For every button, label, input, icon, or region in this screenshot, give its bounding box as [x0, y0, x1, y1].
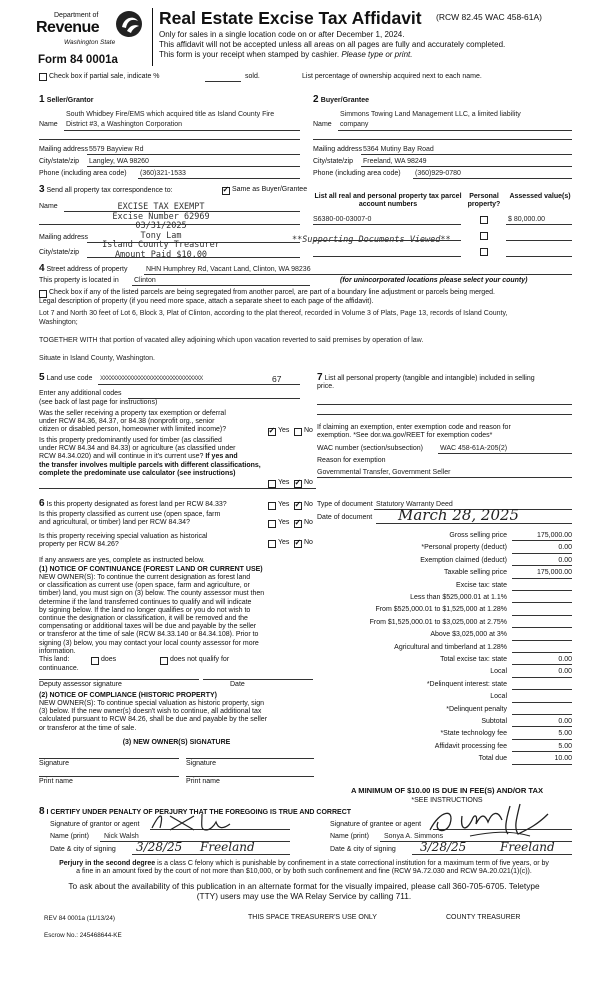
continuance-line: continue the designation or classification, it will be removed and the — [39, 615, 248, 623]
grantor-name-label: Name (print) — [50, 833, 89, 840]
sale-row-label: Total due — [478, 755, 507, 763]
sale-row-label: Gross selling price — [449, 532, 507, 539]
corr-mailing-label: Mailing address — [39, 234, 89, 241]
seller-name-label: Name — [39, 121, 58, 128]
sale-row-value[interactable]: 10.00 — [554, 755, 572, 763]
sale-row-label: From $1,525,000.01 to $3,025,000 at 2.75% — [369, 618, 507, 626]
stamp-line-1: EXCISE TAX EXEMPT — [117, 202, 205, 212]
continuance-line: or transferor at the time of sale (RCW 84.33.140 or 84.34.108). Prior to — [39, 631, 259, 639]
continuance-line: signing (3) below, you may contact your local county assessor for more — [39, 639, 259, 647]
buyer-city-value[interactable]: Freeland, WA 98249 — [363, 158, 427, 165]
seller-phone-label: Phone (including area code) — [39, 170, 127, 177]
sale-row-label: Affidavit processing fee — [434, 742, 507, 750]
grantee-date-value[interactable]: 3/28/25 — [420, 840, 467, 854]
grantor-date-label: Date & city of signing — [50, 846, 116, 853]
legal-desc-3: TOGETHER WITH that portion of vacated alley adjoining which upon vacation reverted to said premises by operation of law. — [39, 337, 424, 344]
seller-heading: 1 Seller/Grantor — [39, 94, 94, 105]
form-title: Real Estate Excise Tax Affidavit — [159, 8, 422, 28]
revenue-wordmark: Revenue — [36, 19, 100, 36]
continuance-text — [39, 574, 314, 656]
current-use-no-checkbox[interactable] — [294, 520, 302, 528]
assessed-value-1[interactable]: $ 80,000.00 — [508, 216, 545, 223]
additional-codes-label: Enter any additional codes — [39, 390, 122, 397]
see-instructions: *SEE INSTRUCTIONS — [411, 797, 483, 804]
personal-property-checkbox-2[interactable] — [480, 232, 488, 240]
segregated-label: Check box if any of the listed parcels are being segregated from another parcel, are part of a boundary line adjustment or parcels being merged. — [49, 289, 495, 296]
sale-row-label: Subtotal — [481, 718, 507, 725]
continuance-heading: (1) NOTICE OF CONTINUANCE (FOREST LAND OR CURRENT USE) — [39, 566, 263, 573]
continuance-line: by signing below. If the land no longer qualifies or you do not wish to — [39, 606, 251, 614]
reason-label: Reason for exemption — [317, 457, 386, 464]
street-address-value[interactable]: NHN Humphrey Rd, Vacant Land, Clinton, WA 98236 — [146, 266, 311, 273]
continuance-line: information. — [39, 647, 76, 655]
certify-heading: 8 I CERTIFY UNDER PENALTY OF PERJURY THAT THE FOREGOING IS TRUE AND CORRECT — [39, 806, 352, 817]
segregated-checkbox[interactable] — [39, 290, 47, 298]
forest-no-checkbox[interactable] — [294, 502, 302, 510]
stamp-line-4: Tony Lam — [140, 230, 182, 241]
seller-mailing-value[interactable]: 5579 Bayview Rd — [89, 146, 144, 153]
compliance-line: (3) below. If the new owner(s) doesn't wish to continue, all additional tax — [39, 708, 262, 716]
buyer-heading: 2 Buyer/Grantee — [313, 94, 370, 105]
wac-label: WAC number (section/subsection) — [317, 445, 423, 452]
deputy-date-label: Date — [230, 681, 245, 688]
seller-city-value[interactable]: Langley, WA 98260 — [89, 158, 149, 165]
reason-value[interactable]: Governmental Transfer, Government Seller — [317, 469, 451, 476]
partial-sale-checkbox[interactable] — [39, 73, 47, 81]
parcel-number-1[interactable]: S6380-00-03007-0 — [313, 216, 372, 223]
corr-name-label: Name — [39, 203, 58, 210]
ownership-note: List percentage of ownership acquired next to each name. — [302, 73, 482, 80]
located-note: (for unincorporated locations please select your county) — [340, 277, 528, 284]
legal-desc-label: Legal description of property (if you need more space, attach a separate sheet to each page of the affidavit). — [39, 298, 374, 305]
seller-city-label: City/state/zip — [39, 158, 80, 165]
forest-yes-checkbox[interactable] — [268, 502, 276, 510]
partial-sale-label: Check box if partial sale, indicate % — [49, 73, 160, 80]
continuance-line: or classification as current use (open space, farm and agriculture, or — [39, 582, 250, 590]
continuance-line: NEW OWNER(S): To continue the current designation as forest land — [39, 574, 251, 581]
excise-exempt-stamp — [86, 203, 236, 261]
forest-question: 6 Is this property designated as forest land per RCW 84.33? — [39, 498, 227, 509]
grantee-date-label: Date & city of signing — [330, 846, 396, 853]
sale-row-value[interactable]: 175,000.00 — [536, 532, 572, 539]
q2-no-checkbox[interactable] — [294, 480, 302, 488]
current-use-question: Is this property classified as current use (open space, farm and agricultural, or timber) land per RCW 84.34? — [39, 511, 221, 527]
sale-row-label: *Delinquent interest: state — [426, 680, 507, 688]
assessed-col-header: Assessed value(s) — [509, 193, 571, 200]
personal-property-checkbox-1[interactable] — [480, 216, 488, 224]
buyer-name-line2: company — [340, 121, 369, 128]
stamp-line-5: Island County Treasurer — [102, 240, 220, 251]
sale-row-value[interactable]: 0.00 — [558, 656, 572, 663]
wac-value[interactable]: WAC 458-61A-205(2) — [440, 445, 508, 452]
historic-no-checkbox[interactable] — [294, 540, 302, 548]
buyer-mailing-label: Mailing address — [313, 146, 363, 153]
sale-row-label: *Personal property (deduct) — [421, 544, 507, 552]
form-subtitle-1: Only for sales in a single location code on or after December 1, 2024. — [159, 30, 405, 39]
dor-swirl-icon — [114, 9, 144, 39]
timber-question: Is this property predominantly used for timber (as classified under RCW 84.34 and 84.33) or agriculture (as classified under RCW 84.34.020) and will continue in it's current use? If yes and the transfer involves multiple parcels with different classifications, complete the predominate use calculator (see instructions) — [39, 437, 261, 477]
legal-desc-1: Lot 7 and North 30 feet of Lot 6, Block 3, Plat of Clinton, according to the plat thereof, recorded in Volume 3 of Plats, Page 13, records of Island County, — [39, 310, 508, 317]
sale-row-label: *State technology fee — [440, 730, 507, 738]
seller-mailing-label: Mailing address — [39, 146, 89, 153]
sale-row-value[interactable]: 5.00 — [558, 742, 572, 750]
parcel-col-header: List all real and personal property tax parcel account numbers — [314, 193, 462, 209]
located-in-label: This property is located in — [39, 277, 119, 284]
sale-row-label: From $525,000.01 to $1,525,000 at 1.28% — [375, 606, 507, 614]
deputy-signature-label: Deputy assessor signature — [39, 681, 122, 688]
buyer-name-label: Name — [313, 121, 332, 128]
supporting-docs-stamp: **Supporting Documents Viewed** — [292, 235, 451, 245]
additional-codes-note: (see back of last page for instructions) — [39, 399, 158, 406]
accessibility-notice: To ask about the availability of this publication in an alternate format for the visually impaired, please call 360-705-6705. Teletype (TTY) users may use the WA Relay Service by calling 711. — [68, 881, 540, 901]
street-address-label: 4 Street address of property — [39, 263, 128, 274]
seller-name-line1: South Whidbey Fire/EMS which acquired title as Island County Fire — [66, 111, 275, 118]
doc-type-value[interactable]: Statutory Warranty Deed — [376, 501, 453, 508]
sale-row-label: Local — [490, 693, 507, 701]
q1-no-checkbox[interactable] — [294, 428, 302, 436]
same-as-buyer-label: Same as Buyer/Grantee — [232, 186, 308, 193]
grantor-signature[interactable] — [150, 808, 240, 834]
historic-question: Is this property receiving special valuation as historical property per RCW 84.26? — [39, 533, 208, 549]
buyer-name-line1: Simmons Towing Land Management LLC, a limited liability — [340, 111, 521, 118]
sale-row-label: Taxable selling price — [443, 569, 507, 577]
partial-percent-line[interactable] — [205, 81, 241, 82]
same-as-buyer-checkbox[interactable] — [222, 187, 230, 195]
compliance-text — [39, 700, 314, 733]
buyer-phone-value[interactable]: (360)929-0780 — [415, 170, 461, 177]
state-line: Washington State — [64, 39, 116, 46]
sale-row-label: Above $3,025,000 at 3% — [430, 631, 507, 639]
header-divider — [152, 8, 153, 66]
q1-yes-checkbox[interactable] — [268, 428, 276, 436]
personal-property-checkbox-3[interactable] — [480, 248, 488, 256]
doc-date-label: Date of document — [317, 514, 373, 521]
compliance-line: calculated pursuant to RCW 84.26, shall be due and payable by the seller — [39, 716, 268, 724]
grantee-signature-label: Signature of grantee or agent — [330, 821, 422, 828]
treasurer-use-only: THIS SPACE TREASURER'S USE ONLY — [248, 914, 377, 921]
does-not-checkbox[interactable] — [160, 657, 168, 665]
grantor-name-value[interactable]: Nick Walsh — [104, 833, 139, 840]
does-checkbox[interactable] — [91, 657, 99, 665]
legal-desc-4: Situate in Island County, Washington. — [39, 355, 155, 362]
revision-number: REV 84 0001a (11/13/24) — [44, 915, 115, 922]
sale-row-value[interactable]: 0.00 — [558, 668, 572, 676]
form-rcw: (RCW 82.45 WAC 458-61A) — [436, 12, 542, 22]
historic-yes-checkbox[interactable] — [268, 540, 276, 548]
answers-instruction: If any answers are yes, complete as instructed below. — [39, 557, 205, 564]
personal-property-col-header: Personal property? — [467, 193, 501, 209]
sale-row-label: Excise tax: state — [456, 581, 507, 589]
buyer-mailing-value[interactable]: 5364 Mutiny Bay Road — [363, 146, 434, 153]
county-treasurer: COUNTY TREASURER — [446, 914, 521, 921]
seller-phone-value[interactable]: (360)321-1533 — [140, 170, 186, 177]
corr-city-label: City/state/zip — [39, 249, 80, 256]
grantor-signature-label: Signature of grantor or agent — [50, 821, 140, 828]
partial-sold-label: sold. — [245, 73, 260, 80]
form-subtitle-2: This affidavit will not be accepted unless all areas on all pages are fully and accurately completed. — [159, 40, 506, 49]
form-number: Form 84 0001a — [38, 54, 118, 66]
continuance-line: determine if the land transferred continues to qualify and will indicate — [39, 598, 252, 606]
sale-row-label: Less than $525,000.01 at 1.1% — [410, 594, 507, 601]
form-subtitle-3: This form is your receipt when stamped by cashier. Please type or print. — [159, 50, 413, 59]
compliance-line: or transferor at the time of sale. — [39, 724, 137, 732]
grantor-date-value[interactable]: 3/28/25 — [136, 840, 183, 854]
sale-row-label: Total excise tax: state — [440, 656, 507, 663]
grantee-name-value[interactable]: Sonya A. Simmons — [384, 833, 444, 840]
grantor-city-value[interactable]: Freeland — [200, 840, 255, 854]
compliance-heading: (2) NOTICE OF COMPLIANCE (HISTORIC PROPERTY) — [39, 692, 217, 699]
q2-yes-checkbox[interactable] — [268, 480, 276, 488]
sale-row-label: Agricultural and timberland at 1.28% — [394, 643, 507, 651]
dor-logo — [34, 9, 154, 53]
exemption-question: Was the seller receiving a property tax exemption or deferral under RCW 84.36, 84.37, or 84.38 (nonprofit org., senior citizen or disabled person, homeowner with limited income)? — [39, 410, 227, 434]
buyer-phone-label: Phone (including area code) — [313, 170, 401, 177]
stamp-line-3: 03/31/2025 — [135, 221, 187, 232]
located-in-value[interactable]: Clinton — [134, 277, 156, 284]
exemption-claim-label: If claiming an exemption, enter exemption code and reason for exemption. *See dor.wa.gov/REET for exemption codes* — [317, 424, 511, 440]
doc-type-label: Type of document — [317, 501, 373, 508]
new-owner-signature-heading: (3) NEW OWNER(S) SIGNATURE — [122, 739, 231, 746]
sale-row-value[interactable]: 0.00 — [558, 718, 572, 725]
legal-desc-2: Washington; — [39, 319, 78, 326]
doc-date-handwritten[interactable]: March 28, 2025 — [398, 506, 520, 524]
dept-line: Department of — [54, 12, 99, 19]
land-use-label: 5 Land use code — [39, 372, 93, 383]
personal-property-list-label: 7 List all personal property (tangible and intangible) included in selling price. — [317, 372, 535, 391]
continuance-line: timber) land, you must sign on (3) below. The county assessor must then — [39, 590, 265, 598]
sale-row-label: *Delinquent penalty — [446, 705, 507, 713]
seller-name-line — [64, 130, 300, 131]
sale-row-value[interactable]: 5.00 — [558, 730, 572, 738]
land-use-code-strike: XXXXXXXXXXXXXXXXXXXXXXXXXXXXXXXX — [100, 376, 203, 382]
seller-name-line2: District #3, a Washington Corporation — [66, 121, 183, 128]
continuance-line: compensating or additional taxes will be due and payable by the seller — [39, 623, 257, 631]
sale-row-label: Exemption claimed (deduct) — [420, 556, 507, 564]
sale-row-value[interactable]: 175,000.00 — [536, 569, 572, 577]
this-land-label: This land: — [39, 656, 70, 663]
current-use-yes-checkbox[interactable] — [268, 520, 276, 528]
stamp-line-6: Amount Paid $10.00 — [114, 249, 208, 260]
sale-row-value[interactable]: 0.00 — [558, 544, 572, 552]
grantee-city-value[interactable]: Freeland — [500, 840, 555, 854]
minimum-due-note: A MINIMUM OF $10.00 IS DUE IN FEE(S) AND/OR TAX — [350, 786, 544, 795]
grantee-name-label: Name (print) — [330, 833, 369, 840]
compliance-line: NEW OWNER(S): To continue special valuation as historic property, sign — [39, 700, 264, 707]
tax-correspondence-label: 3 Send all property tax correspondence to: — [39, 184, 173, 195]
buyer-city-label: City/state/zip — [313, 158, 354, 165]
sale-row-value[interactable]: 0.00 — [558, 556, 572, 564]
perjury-notice: Perjury in the second degree is a class C felony which is punishable by confinement in a state correctional institution for a maximum term of five years, or by a fine in an amount fixed by the court of not more than $10,000, or by both such confinement and fine (RCW 9A.72.030 and RCW 9A.20.021(1)(c)). — [59, 860, 549, 876]
sale-row-label: Local — [490, 668, 507, 676]
land-use-code[interactable]: 67 — [272, 374, 282, 384]
stamp-line-2: Excise Number 62969 — [112, 211, 210, 222]
escrow-number: Escrow No.: 245468644-KE — [44, 932, 122, 939]
